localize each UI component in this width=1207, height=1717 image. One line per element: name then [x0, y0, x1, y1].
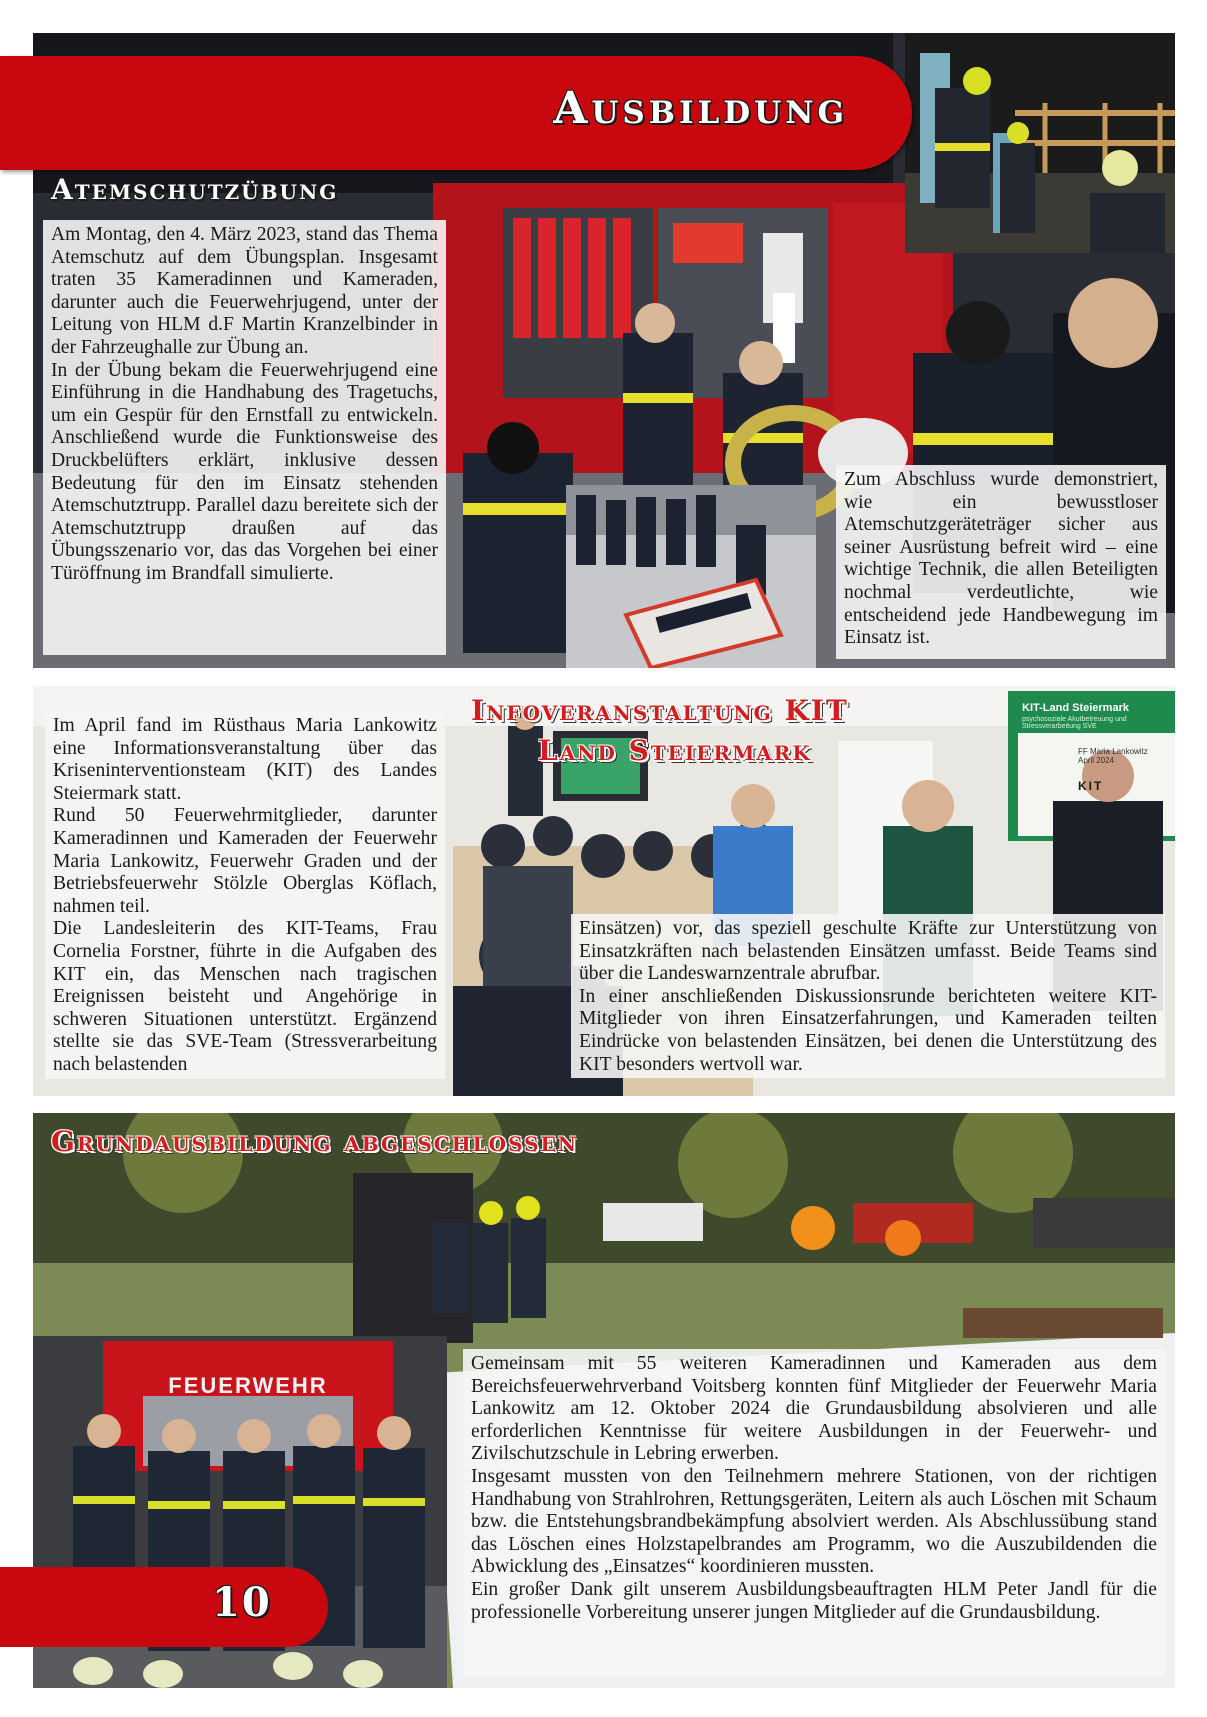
kit-paragraph-4: Einsätzen) vor, das speziell geschulte Kräfte zur Unterstützung von Einsatzkräften nach belastenden Einsätzen umfasst. Beide Teams sind über die Landeswarnzentrale abrufbar.: [579, 918, 1157, 985]
kit-paragraph-2: Rund 50 Feuerwehrmitglieder, darunter Kameradinnen und Kameraden der Feuerwehr Maria Lankowitz, Feuerwehr Graden und der Betriebsfeuerwehr Stölzle Oberglas Köflach, nahmen teil.: [53, 805, 437, 917]
atemschutz-side-text: [836, 465, 1166, 659]
grundausbildung-heading: Grundausbildung abgeschlossen: [51, 1125, 579, 1158]
grundausbildung-paragraph-1: Gemeinsam mit 55 weiteren Kameradinnen und Kameraden aus dem Bereichsfeuerwehrverband Voitsberg konnten fünf Mitglieder der Feuerwehr Maria Lankowitz am 12. Oktober 2024 die Grundausbildung absolvieren und alle erforderlichen Kenntnisse für weitere Ausbildungen in der Feuerwehr- und Zivilschutzschule in Lebring erwerben.: [471, 1353, 1157, 1465]
screen-logo: KIT: [1078, 779, 1104, 793]
atemschutz-text: [43, 220, 446, 655]
page-number-tab: [0, 1567, 328, 1647]
grundausbildung-text: [463, 1349, 1165, 1677]
truck-sign: FEUERWEHR: [168, 1373, 328, 1398]
rescue-blanket-photo: [566, 485, 816, 668]
screen-subtitle: psychosoziale Akutbetreuung und Stressverarbeitung SVE: [1018, 716, 1175, 733]
page-number: 10: [212, 1579, 272, 1626]
night-door-exercise-photo: [905, 33, 1175, 253]
atemschutz-heading: Atemschutzübung: [51, 173, 339, 206]
screen-line-1: FF Maria Lankowitz: [1078, 747, 1148, 756]
section-banner: [0, 56, 912, 170]
kit-heading-line-1: Infoveranstaltung KIT: [471, 694, 849, 727]
kit-section: [33, 686, 1175, 1096]
atemschutz-paragraph-2: In der Übung bekam die Feuerwehrjugend eine Einführung in die Handhabung des Tragetuchs, um ein Gespür für den Ernstfall zu entwickeln. Anschließend wurde die Funktionsweise des Druckbelüfters erklärt, inklusive dessen Bedeutung für den im Einsatz stehenden Atemschutztrupp. Parallel dazu bereitete sich der Atemschutztrupp draußen auf das Übungsszenario vor, das das Vorgehen bei einer Türöffnung im Brandfall simulierte.: [51, 359, 438, 584]
kit-heading-line-2: Land Steiermark: [538, 734, 812, 767]
kit-paragraph-3: Die Landesleiterin des KIT-Teams, Frau Cornelia Forstner, führte in die Aufgaben des KIT ein, das Menschen nach tragischen Ereignissen beisteht und Angehörige in schweren Situationen unterstützt. Ergänzend stellte sie das SVE-Team (Stressverarbeitung nach belastenden: [53, 918, 437, 1075]
kit-paragraph-5: In einer anschließenden Diskussionsrunde berichteten weitere KIT-Mitglieder von ihren Einsatzerfahrungen, und Kameraden teilten Eindrücke von belastenden Einsätzen, bei denen die Unterstützung des KIT besonders wertvoll war.: [579, 985, 1157, 1075]
section-title: Ausbildung: [553, 83, 848, 134]
atemschutz-side-paragraph: Zum Abschluss wurde demonstriert, wie ein bewusstloser Atemschutzgeräteträger sicher aus seiner Ausrüstung befreit wird – eine wichtige Technik, die allen Beteiligten nochmal verdeutlichte, wie entscheidend jede Handbewegung im Einsatz ist.: [844, 469, 1158, 649]
kit-left-text: [45, 711, 445, 1079]
kit-presentation-screen: [1018, 700, 1175, 830]
screen-line-2: April 2024: [1078, 756, 1115, 765]
grundausbildung-paragraph-3: Ein großer Dank gilt unserem Ausbildungsbeauftragten HLM Peter Jandl für die professionelle Vorbereitung unserer jungen Mitglieder auf die Grundausbildung.: [471, 1578, 1157, 1623]
grundausbildung-paragraph-2: Insgesamt mussten von den Teilnehmern mehrere Stationen, von der richtigen Handhabung von Strahlrohren, Rettungsgeräten, Leitern als auch Löschen mit Schaum bzw. die Entstehungsbrandbekämpfung absolviert werden. Als Abschlussübung stand das Löschen eines Holzstapelbrandes am Programm, wo die Auszubildenden die Abwicklung des „Einsatzes“ koordinieren mussten.: [471, 1465, 1157, 1578]
screen-title: KIT-Land Steiermark: [1018, 700, 1175, 716]
kit-paragraph-1: Im April fand im Rüsthaus Maria Lankowitz eine Informationsveranstaltung über das Kriseninterventionsteam (KIT) des Landes Steiermark statt.: [53, 715, 437, 804]
atemschutz-paragraph-1: Am Montag, den 4. März 2023, stand das Thema Atemschutz auf dem Übungsplan. Insgesamt traten 35 Kameradinnen und Kameraden, darunter auch die Feuerwehrjugend, unter der Leitung von HLM d.F Martin Kranzelbinder in der Fahrzeughalle zur Übung an.: [51, 224, 438, 358]
kit-right-text: [571, 914, 1165, 1078]
